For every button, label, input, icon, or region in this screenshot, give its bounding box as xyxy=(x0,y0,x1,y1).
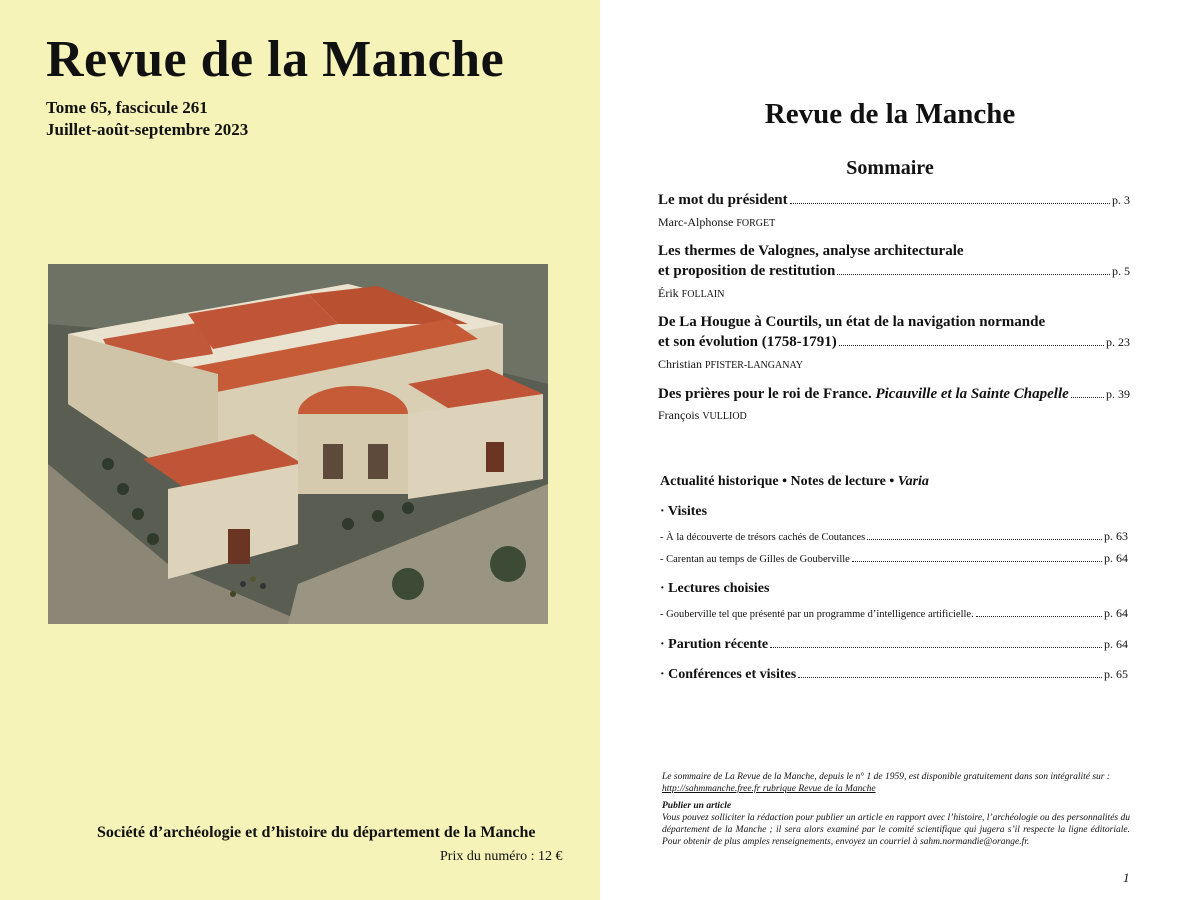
toc-entry-title: Des prières pour le roi de France. Picauville et la Sainte Chapelle xyxy=(658,386,1069,402)
actualite-heading: Actualité historique • Notes de lecture • Varia xyxy=(660,474,929,489)
toc-title: Revue de la Manche xyxy=(764,98,1016,130)
toc-entry-page: p. 23 xyxy=(1106,335,1130,349)
toc-subentry[interactable]: · Parution récente p. 64 xyxy=(660,637,1128,652)
toc-entry-page: p. 5 xyxy=(1112,264,1130,278)
dot-leader xyxy=(1071,397,1104,398)
cover-date: Juillet-août-septembre 2023 xyxy=(46,120,249,139)
toc-entry-page: p. 3 xyxy=(1112,193,1130,207)
site-link[interactable]: http://sahmmanche.free.fr rubrique Revue de la Manche xyxy=(662,784,876,794)
roman-baths-reconstruction-image xyxy=(48,264,548,624)
lectures-heading: · Lectures choisies xyxy=(660,581,770,596)
dot-leader xyxy=(839,345,1104,346)
toc-page xyxy=(600,0,1200,900)
dot-leader xyxy=(867,539,1102,540)
cover-society: Société d’archéologie et d’histoire du département de la Manche xyxy=(97,824,536,841)
toc-entry-title: Le mot du président xyxy=(658,192,788,208)
publier-heading: Publier un article xyxy=(662,801,732,811)
dot-leader xyxy=(837,274,1110,275)
toc-subentry[interactable]: · Conférences et visites p. 65 xyxy=(660,667,1128,682)
dot-leader xyxy=(852,561,1102,562)
toc-entry-title: et proposition de restitution xyxy=(658,263,836,279)
toc-entry-page: p. 39 xyxy=(1106,387,1130,401)
toc-entry-title: et son évolution (1758-1791) xyxy=(658,334,837,350)
toc-entry-title-line1: Les thermes de Valognes, analyse architecturale xyxy=(658,243,964,259)
toc-entry[interactable] xyxy=(658,386,1130,403)
footer-note: Le sommaire de La Revue de la Manche, depuis le n° 1 de 1959, est disponible gratuitement dans son intégralité sur : http://sahmmanche.free.fr rubrique Revue de la Manche Publier un article Vous pouvez solliciter la rédaction pour publier un article en rapport avec l’histoire, l’archéologie ou des personnalités du département de la Manche ; il sera alors examiné par le comité scientifique qui jugera s’il respecte la ligne éditoriale. Pour obtenir de plus amples renseignements, envoyez un courriel à sahm.normandie@orange.fr. xyxy=(662,772,1130,847)
dot-leader xyxy=(790,203,1110,204)
toc-subentry[interactable]: - Gouberville tel que présenté par un programme d’intelligence artificielle. p. 64 xyxy=(660,606,1128,620)
dot-leader xyxy=(976,616,1102,617)
toc-entry-author: Érik FOLLAIN xyxy=(658,286,725,300)
toc-entry-author: Marc-Alphonse FORGET xyxy=(658,215,776,229)
toc-entry[interactable] xyxy=(658,192,1130,209)
dot-leader xyxy=(770,647,1102,648)
visites-heading: · Visites xyxy=(660,504,708,519)
toc-subentry[interactable]: - À la découverte de trésors cachés de Coutances p. 63 xyxy=(660,529,1128,543)
publier-text: Vous pouvez solliciter la rédaction pour publier un article en rapport avec l’histoire, l’archéologie ou des personnalités du département de la Manche ; il sera alors examiné par le comité scientifique qui jugera s’il respecte la ligne éditoriale. Pour obtenir de plus amples renseignements, envoyez un courriel à sahm.normandie@orange.fr. xyxy=(662,813,1130,847)
toc-entry[interactable] xyxy=(658,334,1130,351)
toc-subentry[interactable]: - Carentan au temps de Gilles de Gouberville p. 64 xyxy=(660,551,1128,565)
toc-entry[interactable] xyxy=(658,263,1130,280)
toc-entry-title-line1: De La Hougue à Courtils, un état de la navigation normande xyxy=(658,314,1046,330)
cover-illustration xyxy=(48,264,548,624)
cover-title: Revue de la Manche xyxy=(46,31,505,88)
toc-entry-author: Christian PFISTER-LANGANAY xyxy=(658,357,803,371)
cover-tome: Tome 65, fascicule 261 xyxy=(46,98,208,117)
toc-entry-author: François VULLIOD xyxy=(658,408,747,422)
toc-heading: Sommaire xyxy=(846,157,934,179)
page-number: 1 xyxy=(1123,870,1130,885)
cover-price: Prix du numéro : 12 € xyxy=(440,849,563,864)
dot-leader xyxy=(798,677,1102,678)
